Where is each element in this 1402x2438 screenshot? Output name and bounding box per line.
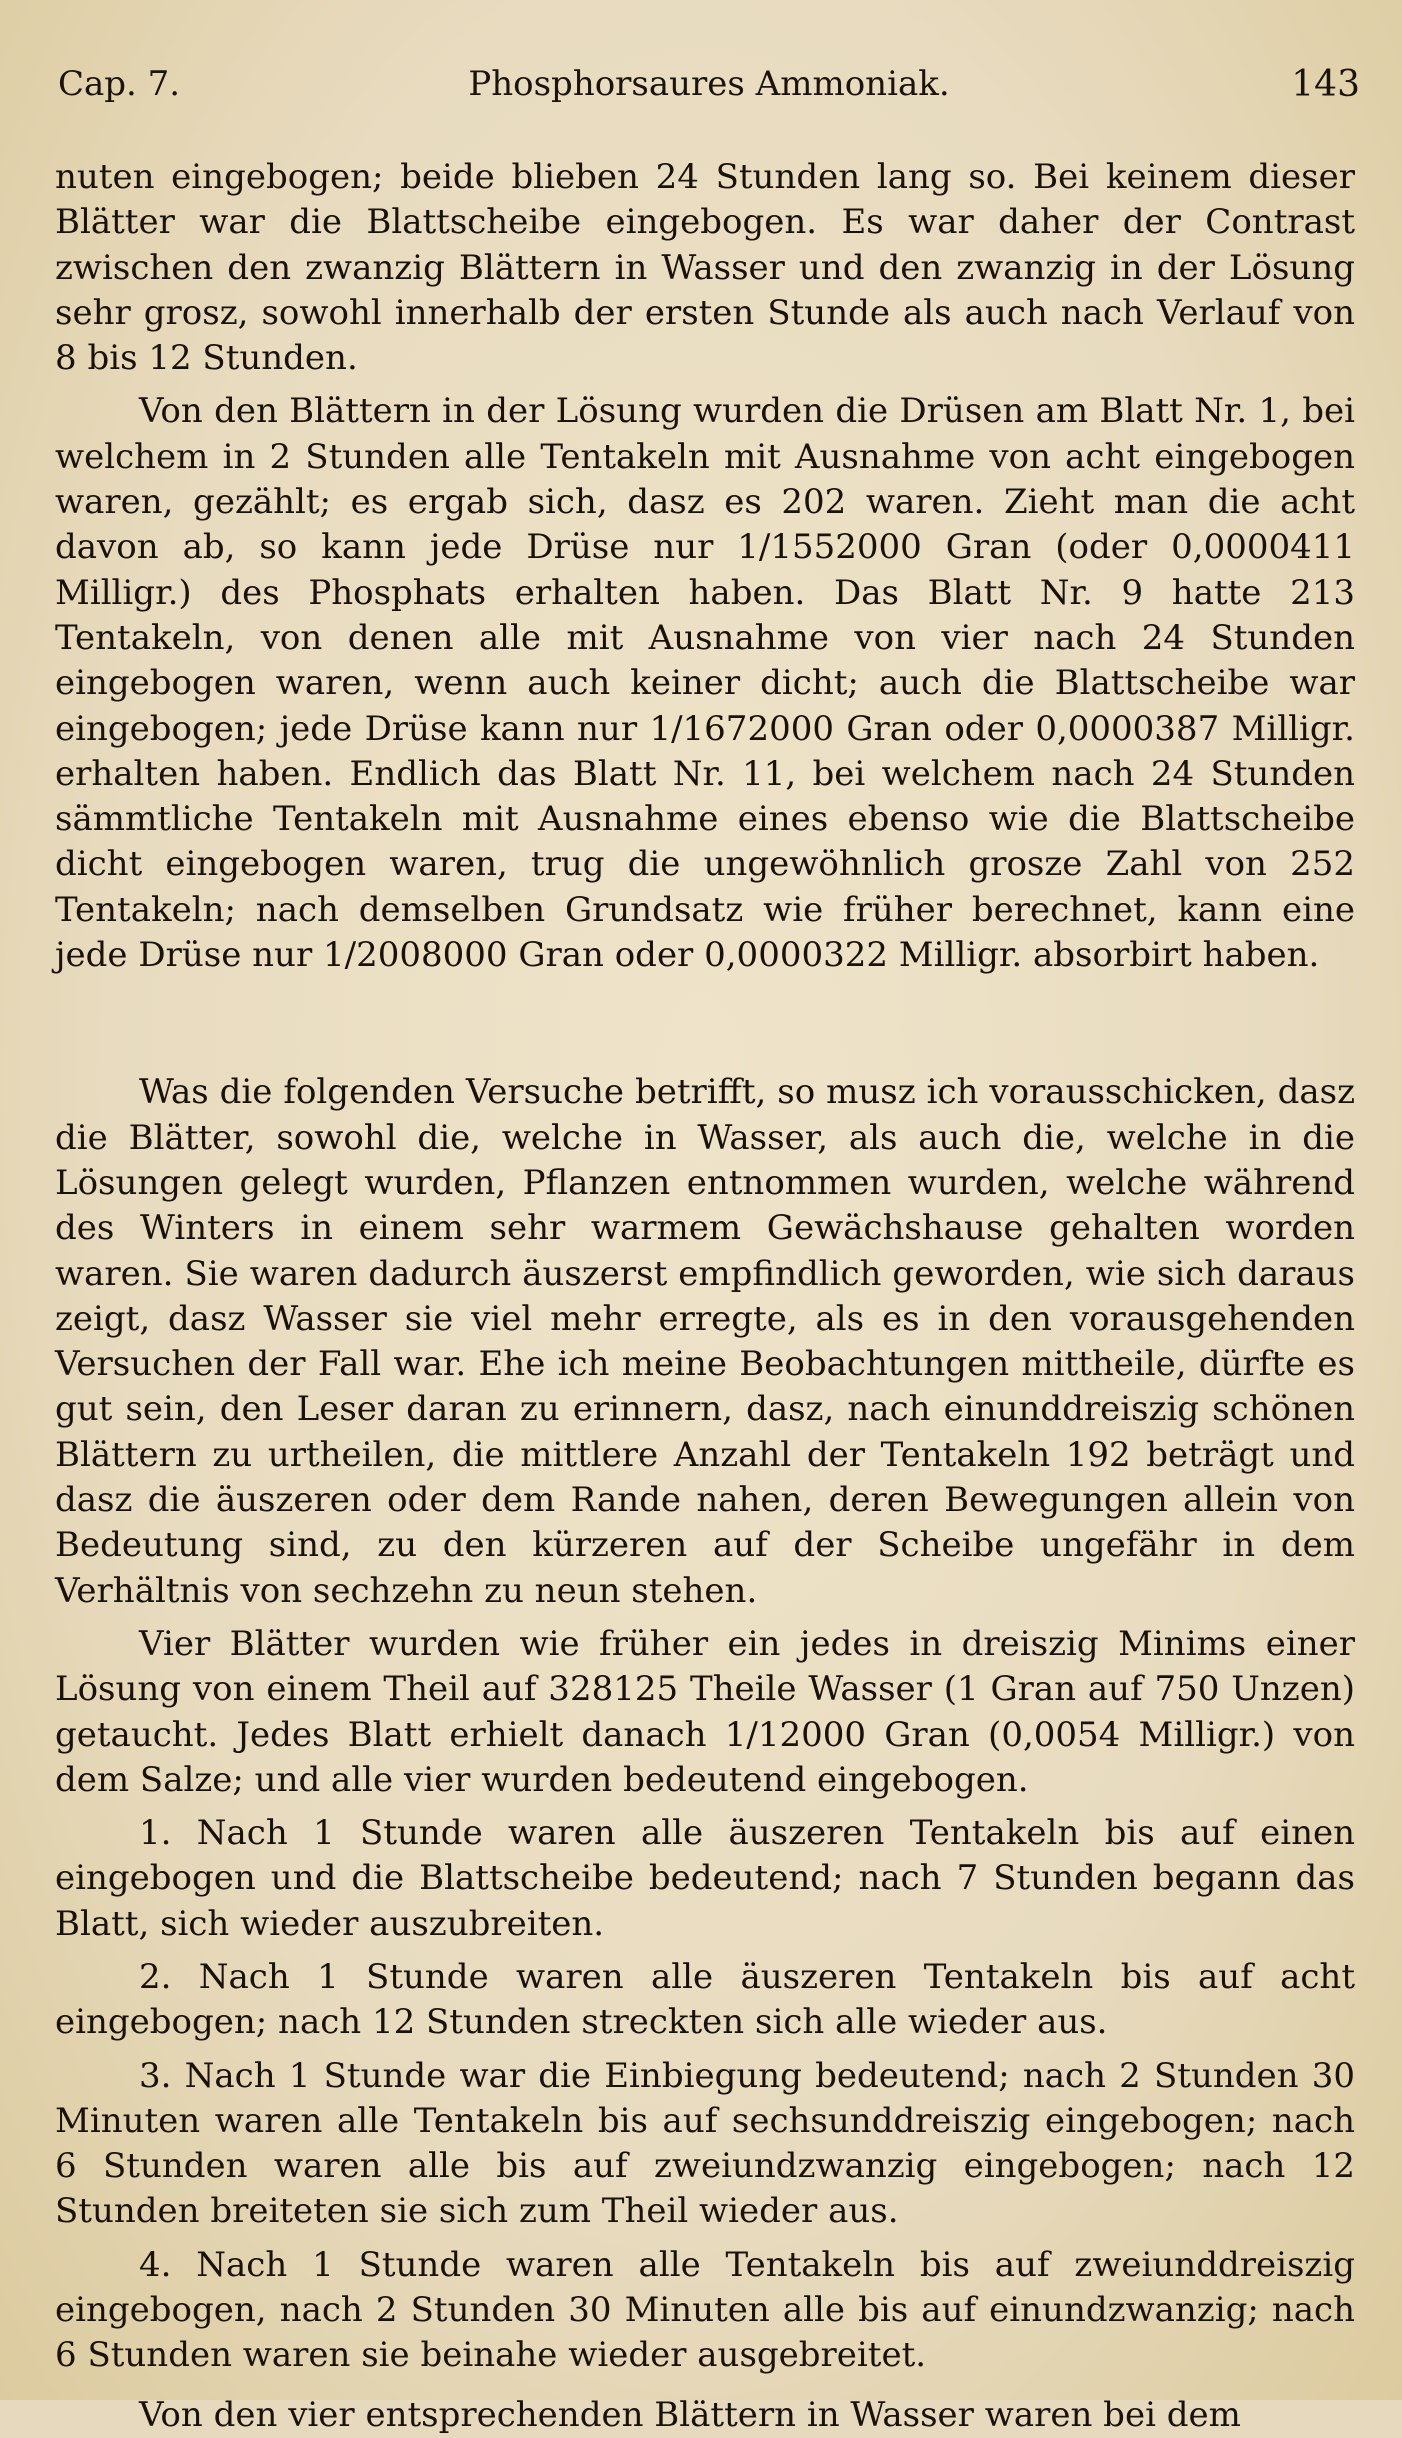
list-item: 4. Nach 1 Stunde waren alle Tentakeln bis auf zweiunddreiszig eingebogen, nach 2 Stunden 30 Minuten alle bis auf einundzwanzig; nach 6 Stunden waren sie beinahe wieder ausgebreitet. xyxy=(55,2244,1355,2376)
running-title: Phosphorsaures Ammoniak. xyxy=(468,64,950,104)
paragraph-four-leaves: Vier Blätter wurden wie früher ein jedes in dreiszig Minims einer Lösung von einem Theil auf 328125 Theile Wasser (1 Gran auf 750 Unzen) getaucht. Jedes Blatt erhielt danach 1/12000 Gran (0,0054 Milligr.) von dem Salze; und alle vier wurden bedeutend eingebogen. xyxy=(55,1623,1355,1800)
paragraph-continuation: nuten eingebogen; beide blieben 24 Stunden lang so. Bei keinem dieser Blätter war die Blattscheibe eingebogen. Es war daher der Contrast zwischen den zwanzig Blättern in Wasser und den zwanzig in der Lösung sehr grosz, sowohl innerhalb der ersten Stunde als auch nach Verlauf von 8 bis 12 Stunden. xyxy=(55,157,1355,379)
list-item: 3. Nach 1 Stunde war die Einbiegung bedeutend; nach 2 Stunden 30 Minuten waren alle Tentakeln bis auf sechsunddreiszig eingebogen; nach 6 Stunden waren alle bis auf zweiundzwanzig eingebogen; nach 12 Stunden breiteten sie sich zum Theil wieder aus. xyxy=(55,2055,1355,2232)
body-text xyxy=(55,155,1355,2438)
paragraph-experiments-intro: Was die folgenden Versuche betrifft, so musz ich vorausschicken, dasz die Blätter, sowohl die, welche in Wasser, als auch die, welche in die Lösungen gelegt wurden, Pflanzen entnommen wurden, welche während des Winters in einem sehr warmem Gewächshause gehalten worden waren. Sie waren dadurch äuszerst empfindlich geworden, wie sich daraus zeigt, dasz Wasser sie viel mehr erregte, als es in den vorausgehenden Versuchen der Fall war. Ehe ich meine Beobachtungen mittheile, dürfte es gut sein, den Leser daran zu erinnern, dasz, nach einunddreiszig schönen Blättern zu urtheilen, die mittlere Anzahl der Tentakeln 192 beträgt und dasz die äuszeren oder dem Rande nahen, deren Bewegungen allein von Bedeutung sind, zu den kürzeren auf der Scheibe ungefähr in dem Verhältnis von sechzehn zu neun stehen. xyxy=(55,1072,1355,1611)
chapter-label: Cap. 7. xyxy=(58,64,181,104)
paragraph-water-leaves: Von den vier entsprechenden Blättern in Wasser waren bei dem xyxy=(139,2394,1241,2435)
list-item: 2. Nach 1 Stunde waren alle äuszeren Tentakeln bis auf acht eingebogen; nach 12 Stunden streckten sich alle wieder aus. xyxy=(55,1956,1355,2043)
page-number: 143 xyxy=(1291,64,1360,105)
running-head xyxy=(58,64,1360,112)
paragraph-gland-count: Von den Blättern in der Lösung wurden die Drüsen am Blatt Nr. 1, bei welchem in 2 Stunden alle Tentakeln mit Ausnahme von acht eingebogen waren, gezählt; es ergab sich, dasz es 202 waren. Zieht man die acht davon ab, so kann jede Drüse nur 1/1552000 Gran (oder 0,0000411 Milligr.) des Phosphats erhalten haben. Das Blatt Nr. 9 hatte 213 Tentakeln, von denen alle mit Ausnahme von vier nach 24 Stunden eingebogen waren, wenn auch keiner dicht; auch die Blattscheibe war eingebogen; jede Drüse kann nur 1/1672000 Gran oder 0,0000387 Milligr. erhalten haben. Endlich das Blatt Nr. 11, bei welchem nach 24 Stunden sämmtliche Tentakeln mit Ausnahme eines ebenso wie die Blattscheibe dicht eingebogen waren, trug die ungewöhnlich grosze Zahl von 252 Tentakeln; nach demselben Grundsatz wie früher berechnet, kann eine jede Drüse nur 1/2008000 Gran oder 0,0000322 Milligr. absorbirt haben. xyxy=(55,391,1355,976)
list-item: 1. Nach 1 Stunde waren alle äuszeren Tentakeln bis auf einen eingebogen und die Blattscheibe bedeutend; nach 7 Stunden begann das Blatt, sich wieder auszubreiten. xyxy=(55,1813,1355,1944)
